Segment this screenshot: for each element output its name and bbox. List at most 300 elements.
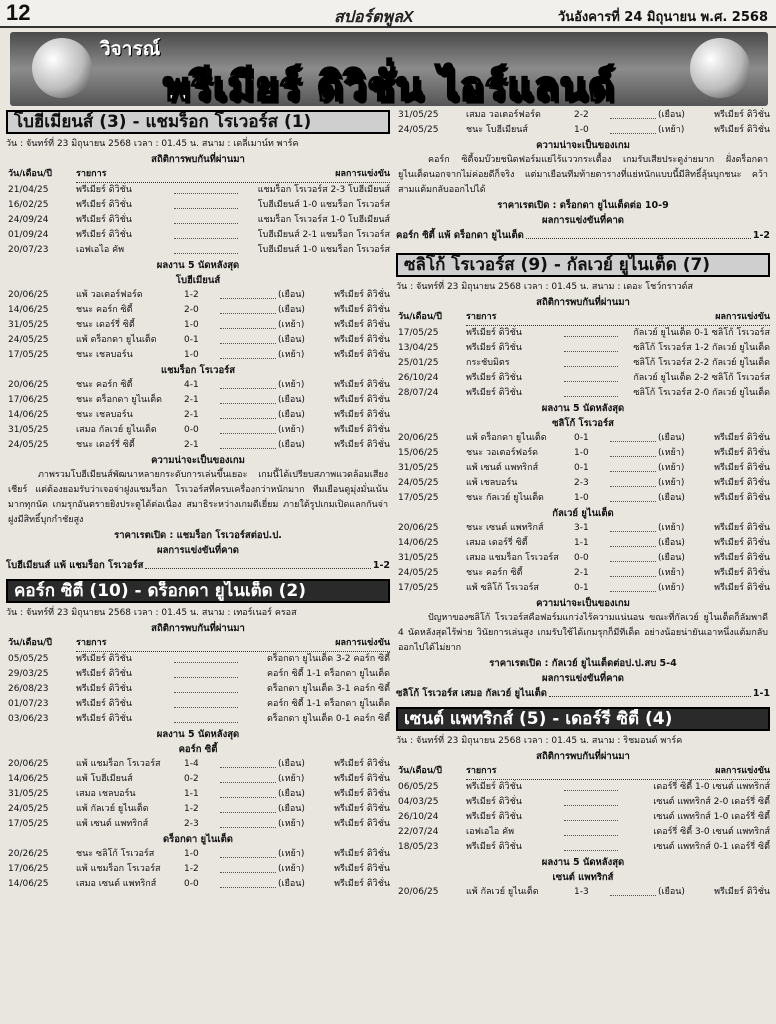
form-opponent: เสมอ เดอร์รี่ ซิตี้ xyxy=(466,538,528,548)
h2h-competition: พรีเมียร์ ดิวิชั่น xyxy=(76,200,132,210)
h2h-date: 06/05/25 xyxy=(398,782,439,792)
form-venue: (เยือน) xyxy=(278,395,305,405)
form-opponent: ชนะ เดอร์รี่ ซิตี้ xyxy=(76,440,135,450)
dot-leader xyxy=(220,348,276,359)
col-comp-text: รายการ xyxy=(76,638,107,648)
spacer xyxy=(396,243,770,251)
form-venue: (เหย้า) xyxy=(278,849,305,859)
form-opponent: เสมอ วอเตอร์ฟอร์ด xyxy=(466,110,541,120)
form-competition: พรีเมียร์ ดิวิชั่น xyxy=(714,478,770,488)
form-score: 1-4 xyxy=(184,759,199,769)
h2h-row xyxy=(396,326,770,341)
h2h-competition: พรีเมียร์ ดิวิชั่น xyxy=(466,842,522,852)
form-row xyxy=(396,476,770,491)
col-result-text: ผลการแข่งขัน xyxy=(335,638,390,648)
match-title: คอร์ก ซิตี้ (10) - ดร็อกดา ยูไนเต็ด (2) xyxy=(6,579,390,603)
h2h-competition: พรีเมียร์ ดิวิชั่น xyxy=(466,388,522,398)
col-comp-label xyxy=(76,636,390,652)
h2h-date: 28/07/24 xyxy=(398,388,439,398)
form-opponent: เสมอ แชมร็อก โรเวอร์ส xyxy=(466,553,559,563)
form-row xyxy=(396,566,770,581)
form-opponent: ชนะ คอร์ก ซิตี้ xyxy=(76,380,133,390)
dot-leader xyxy=(564,825,618,836)
form-venue: (เหย้า) xyxy=(278,380,305,390)
opening-price: ราคาเรตเปิด : ดร็อกดา ยูไนเต็ดต่อ 10-9 xyxy=(497,200,669,211)
spacer xyxy=(6,573,390,577)
match-title: ซลิโก้ โรเวอร์ส (9) - กัลเวย์ ยูไนเต็ด (7) xyxy=(396,253,770,277)
h2h-column-header xyxy=(396,310,770,326)
form-venue: (เยือน) xyxy=(278,879,305,889)
h2h-date: 01/09/24 xyxy=(8,230,49,240)
form-venue: (เหย้า) xyxy=(278,350,305,360)
form-row xyxy=(396,551,770,566)
form-score: 1-0 xyxy=(184,849,199,859)
h2h-row xyxy=(6,712,390,727)
form-score: 4-1 xyxy=(184,380,199,390)
form-competition: พรีเมียร์ ดิวิชั่น xyxy=(334,395,390,405)
match-info: วัน : จันทร์ที่ 23 มิถุนายน 2568 เวลา : 01.45 น. สนาม : ริชมอนด์ พาร์ค xyxy=(396,736,683,746)
form-opponent: ชนะ ซลิโก้ โรเวอร์ส xyxy=(76,849,155,859)
form-date: 24/05/25 xyxy=(8,804,49,814)
dot-leader xyxy=(564,341,618,352)
dot-leader xyxy=(220,757,276,768)
form-row xyxy=(396,536,770,551)
form-row xyxy=(396,581,770,596)
dot-leader xyxy=(220,408,276,419)
dot-leader xyxy=(610,885,656,896)
form-venue: (เหย้า) xyxy=(658,523,685,533)
dot-leader xyxy=(220,393,276,404)
prediction-heading: ผลการแข่งขันที่คาด xyxy=(157,545,239,556)
form-competition: พรีเมียร์ ดิวิชั่น xyxy=(334,774,390,784)
form-venue: (เหย้า) xyxy=(658,478,685,488)
form-date: 31/05/25 xyxy=(8,425,49,435)
prediction-row xyxy=(396,228,770,243)
form-date: 14/06/25 xyxy=(8,410,49,420)
h2h-competition: กระชับมิตร xyxy=(466,358,510,368)
form-opponent: เสมอ เชลบอร์น xyxy=(76,789,136,799)
dot-leader xyxy=(610,566,656,577)
form-venue: (เหย้า) xyxy=(278,819,305,829)
form-score: 1-0 xyxy=(184,350,199,360)
last5-heading: ผลงาน 5 นัดหลังสุด xyxy=(541,403,625,414)
form-opponent: ชนะ โบฮีเมียนส์ xyxy=(466,125,528,135)
dot-leader xyxy=(564,780,618,791)
form-score: 0-1 xyxy=(574,433,589,443)
form-date: 31/05/25 xyxy=(398,553,439,563)
dot-leader xyxy=(564,795,618,806)
prediction-score: 1-2 xyxy=(372,560,390,571)
form-score: 1-2 xyxy=(184,864,199,874)
dot-leader xyxy=(220,423,276,434)
form-opponent: ชนะ เชลบอร์น xyxy=(76,410,133,420)
form-row xyxy=(6,348,390,363)
h2h-row xyxy=(6,652,390,667)
form-score: 1-2 xyxy=(184,804,199,814)
h2h-date: 22/07/24 xyxy=(398,827,439,837)
form-score: 0-0 xyxy=(574,553,589,563)
form-opponent: แพ้ โบฮีเมียนส์ xyxy=(76,774,133,784)
form-competition: พรีเมียร์ ดิวิชั่น xyxy=(334,849,390,859)
h2h-competition: พรีเมียร์ ดิวิชั่น xyxy=(466,343,522,353)
dot-leader xyxy=(564,840,618,851)
h2h-row xyxy=(6,228,390,243)
dot-leader xyxy=(564,371,618,382)
form-score: 1-3 xyxy=(574,887,589,897)
opening-price: ราคาเรตเปิด : แชมร็อก โรเวอร์สต่อป.ป. xyxy=(114,530,282,541)
form-date: 17/06/25 xyxy=(8,395,49,405)
h2h-result: คอร์ก ซิตี้ 1-1 ดร็อกดา ยูไนเต็ด xyxy=(267,699,390,709)
form-competition: พรีเมียร์ ดิวิชั่น xyxy=(334,789,390,799)
dot-leader xyxy=(564,326,618,337)
form-venue: (เยือน) xyxy=(278,410,305,420)
h2h-column-header xyxy=(6,636,390,652)
form-score: 2-1 xyxy=(184,395,199,405)
form-competition: พรีเมียร์ ดิวิชั่น xyxy=(334,290,390,300)
analysis-heading: ความน่าจะเป็นของเกม xyxy=(536,598,630,609)
h2h-competition: เอฟเอไอ คัพ xyxy=(466,827,515,837)
form-venue: (เยือน) xyxy=(278,290,305,300)
h2h-result: ดร็อกดา ยูไนเต็ด 3-1 คอร์ก ซิตี้ xyxy=(267,684,390,694)
form-venue: (เหย้า) xyxy=(658,448,685,458)
form-venue: (เหย้า) xyxy=(278,864,305,874)
banner-subtitle: วิจารณ์ xyxy=(100,38,161,60)
form-date: 15/06/25 xyxy=(398,448,439,458)
h2h-result: เซนต์ แพทริกส์ 2-0 เดอร์รี่ ซิตี้ xyxy=(653,797,770,807)
analysis-text: ภาพรวมโบฮีเมียนส์พัฒนาหลายกระดับการเล่นขึ้นเยอะ เกมนี้ได้เปรียบสภาพแวดล้อมเสียงเชียร์ แต่ต้องยอมรับว่าเจอจ่าฝูงแชมร็อก โรเวอร์สที่ครบเครื่องกว่าหนักมาก ทีมเยือนดูมุ่งมั่นเน้นมากทุกนัด เกมรุกอันตรายยิงประตูได้ต่อเนื่อง สมาธิระหว่างเกมดีเยี่ยม ภายใต้รูปเกมเปิดแลกกันจ่าฝูงมีสิทธิ์บุกกำชัยสูง xyxy=(8,470,388,525)
page-number: 12 xyxy=(6,0,31,25)
col-date-label: วัน/เดือน/ปี xyxy=(8,638,52,648)
col-comp-label xyxy=(76,167,390,183)
form-opponent: แพ้ วอเตอร์ฟอร์ด xyxy=(76,290,143,300)
h2h-date: 13/04/25 xyxy=(398,343,439,353)
match-info: วัน : จันทร์ที่ 23 มิถุนายน 2568 เวลา : 01.45 น. สนาม : เดอะ โชว์กราวด์ส xyxy=(396,282,693,292)
form-date: 14/06/25 xyxy=(398,538,439,548)
form-opponent: แพ้ แชมร็อก โรเวอร์ส xyxy=(76,864,161,874)
dot-leader xyxy=(174,712,238,723)
form-score: 0-0 xyxy=(184,879,199,889)
form-opponent: ชนะ เชลบอร์น xyxy=(76,350,133,360)
h2h-date: 26/08/23 xyxy=(8,684,49,694)
form-row xyxy=(6,802,390,817)
h2h-competition: พรีเมียร์ ดิวิชั่น xyxy=(76,185,132,195)
dot-leader xyxy=(174,243,238,254)
form-venue: (เหย้า) xyxy=(658,463,685,473)
form-competition: พรีเมียร์ ดิวิชั่น xyxy=(334,380,390,390)
form-competition: พรีเมียร์ ดิวิชั่น xyxy=(714,125,770,135)
h2h-row xyxy=(6,682,390,697)
issue-date: วันอังคารที่ 24 มิถุนายน พ.ศ. 2568 xyxy=(557,10,768,25)
dot-leader xyxy=(220,303,276,314)
form-venue: (เยือน) xyxy=(658,553,685,563)
form-venue: (เยือน) xyxy=(658,433,685,443)
dot-leader xyxy=(610,551,656,562)
team-heading: กัลเวย์ ยูไนเต็ด xyxy=(552,508,614,519)
prediction-text: คอร์ก ซิตี้ แพ้ ดร็อกดา ยูไนเต็ด xyxy=(396,230,524,241)
h2h-result: โบฮีเมียนส์ 1-0 แชมร็อก โรเวอร์ส xyxy=(257,245,390,255)
h2h-competition: เอฟเอไอ คัพ xyxy=(76,245,125,255)
dot-leader xyxy=(174,667,238,678)
h2h-row xyxy=(6,697,390,712)
h2h-result: โบฮีเมียนส์ 1-0 แชมร็อก โรเวอร์ส xyxy=(257,200,390,210)
h2h-result: เซนต์ แพทริกส์ 0-1 เดอร์รี่ ซิตี้ xyxy=(653,842,770,852)
left-column xyxy=(6,108,390,892)
form-competition: พรีเมียร์ ดิวิชั่น xyxy=(334,410,390,420)
form-opponent: แพ้ ดร็อกดา ยูไนเต็ด xyxy=(76,335,157,345)
h2h-result: แชมร็อก โรเวอร์ส 2-3 โบฮีเมียนส์ xyxy=(257,185,390,195)
last5-heading: ผลงาน 5 นัดหลังสุด xyxy=(156,729,240,740)
dot-leader xyxy=(220,787,276,798)
analysis-heading: ความน่าจะเป็นของเกม xyxy=(151,455,245,466)
form-row xyxy=(6,303,390,318)
form-competition: พรีเมียร์ ดิวิชั่น xyxy=(714,448,770,458)
team-heading: โบฮีเมียนส์ xyxy=(175,275,221,286)
h2h-result: เดอร์รี่ ซิตี้ 3-0 เซนต์ แพทริกส์ xyxy=(653,827,770,837)
form-competition: พรีเมียร์ ดิวิชั่น xyxy=(714,568,770,578)
form-date: 14/06/25 xyxy=(8,879,49,889)
form-opponent: แพ้ เซนต์ แพทริกส์ xyxy=(466,463,539,473)
form-opponent: ชนะ กัลเวย์ ยูไนเต็ด xyxy=(466,493,544,503)
page-header xyxy=(0,0,776,28)
h2h-row xyxy=(396,386,770,401)
dot-leader xyxy=(174,183,238,194)
h2h-competition: พรีเมียร์ ดิวิชั่น xyxy=(76,714,132,724)
dot-leader xyxy=(174,198,238,209)
form-competition: พรีเมียร์ ดิวิชั่น xyxy=(334,759,390,769)
form-venue: (เหย้า) xyxy=(658,568,685,578)
dot-leader xyxy=(220,877,276,888)
form-opponent: ชนะ เซนต์ แพทริกส์ xyxy=(466,523,544,533)
form-score: 3-1 xyxy=(574,523,589,533)
h2h-row xyxy=(6,183,390,198)
form-competition: พรีเมียร์ ดิวิชั่น xyxy=(334,335,390,345)
dot-leader xyxy=(220,288,276,299)
h2h-result: คอร์ก ซิตี้ 1-1 ดร็อกดา ยูไนเต็ด xyxy=(267,669,390,679)
publication-logo: สปอร์ตพูลX xyxy=(334,9,414,26)
form-competition: พรีเมียร์ ดิวิชั่น xyxy=(714,110,770,120)
form-venue: (เยือน) xyxy=(278,440,305,450)
dot-leader xyxy=(220,817,276,828)
dot-leader xyxy=(564,810,618,821)
dot-leader xyxy=(174,228,238,239)
col-comp-label xyxy=(466,310,770,326)
form-competition: พรีเมียร์ ดิวิชั่น xyxy=(714,553,770,563)
dot-leader xyxy=(220,862,276,873)
h2h-date: 18/05/23 xyxy=(398,842,439,852)
h2h-row xyxy=(6,198,390,213)
form-opponent: แพ้ เชลบอร์น xyxy=(466,478,518,488)
h2h-competition: พรีเมียร์ ดิวิชั่น xyxy=(466,373,522,383)
h2h-competition: พรีเมียร์ ดิวิชั่น xyxy=(76,215,132,225)
form-row xyxy=(396,491,770,506)
dot-leader xyxy=(220,378,276,389)
h2h-competition: พรีเมียร์ ดิวิชั่น xyxy=(466,812,522,822)
dot-leader xyxy=(610,461,656,472)
form-date: 24/05/25 xyxy=(8,440,49,450)
form-venue: (เยือน) xyxy=(278,759,305,769)
h2h-result: ซลิโก้ โรเวอร์ส 2-2 กัลเวย์ ยูไนเต็ด xyxy=(633,358,770,368)
form-opponent: แพ้ กัลเวย์ ยูไนเต็ด xyxy=(76,804,149,814)
h2h-competition: พรีเมียร์ ดิวิชั่น xyxy=(76,669,132,679)
h2h-row xyxy=(396,795,770,810)
form-row xyxy=(396,431,770,446)
h2h-column-header xyxy=(6,167,390,183)
h2h-competition: พรีเมียร์ ดิวิชั่น xyxy=(466,328,522,338)
form-competition: พรีเมียร์ ดิวิชั่น xyxy=(334,320,390,330)
h2h-date: 26/10/24 xyxy=(398,812,439,822)
h2h-result: ดร็อกดา ยูไนเต็ด 0-1 คอร์ก ซิตี้ xyxy=(267,714,390,724)
form-date: 24/05/25 xyxy=(8,335,49,345)
match-title: เซนต์ แพทริกส์ (5) - เดอร์รี่ ซิตี้ (4) xyxy=(396,707,770,731)
dot-leader xyxy=(220,333,276,344)
form-competition: พรีเมียร์ ดิวิชั่น xyxy=(714,433,770,443)
form-venue: (เยือน) xyxy=(658,493,685,503)
prediction-score: 1-2 xyxy=(752,230,770,241)
form-date: 31/05/25 xyxy=(398,110,439,120)
team-heading: เซนต์ แพทริกส์ xyxy=(552,872,614,883)
form-row xyxy=(396,885,770,900)
form-date: 17/05/25 xyxy=(398,583,439,593)
h2h-row xyxy=(396,371,770,386)
analysis-heading: ความน่าจะเป็นของเกม xyxy=(536,140,630,151)
prediction-text: โบฮีเมียนส์ แพ้ แชมร็อก โรเวอร์ส xyxy=(6,560,144,571)
form-opponent: เสมอ เซนต์ แพทริกส์ xyxy=(76,879,157,889)
form-row xyxy=(6,757,390,772)
form-score: 1-0 xyxy=(574,493,589,503)
match-title: โบฮีเมียนส์ (3) - แชมร็อก โรเวอร์ส (1) xyxy=(6,110,390,134)
h2h-date: 05/05/25 xyxy=(8,654,49,664)
form-date: 17/05/25 xyxy=(8,819,49,829)
h2h-date: 24/09/24 xyxy=(8,215,49,225)
col-comp-text: รายการ xyxy=(76,169,107,179)
h2h-result: เดอร์รี่ ซิตี้ 1-0 เซนต์ แพทริกส์ xyxy=(653,782,770,792)
h2h-result: ซลิโก้ โรเวอร์ส 1-2 กัลเวย์ ยูไนเต็ด xyxy=(633,343,770,353)
h2h-competition: พรีเมียร์ ดิวิชั่น xyxy=(76,699,132,709)
form-venue: (เหย้า) xyxy=(658,583,685,593)
form-row xyxy=(6,333,390,348)
form-score: 1-2 xyxy=(184,290,199,300)
form-date: 17/05/25 xyxy=(8,350,49,360)
form-date: 14/06/25 xyxy=(8,305,49,315)
form-date: 31/05/25 xyxy=(398,463,439,473)
dot-leader xyxy=(610,431,656,442)
h2h-result: กัลเวย์ ยูไนเต็ด 2-2 ซลิโก้ โรเวอร์ส xyxy=(633,373,770,383)
form-competition: พรีเมียร์ ดิวิชั่น xyxy=(714,493,770,503)
form-date: 17/05/25 xyxy=(398,493,439,503)
h2h-date: 21/04/25 xyxy=(8,185,49,195)
form-date: 14/06/25 xyxy=(8,774,49,784)
h2h-result: โบฮีเมียนส์ 2-1 แชมร็อก โรเวอร์ส xyxy=(257,230,390,240)
dot-leader xyxy=(549,686,751,697)
dot-leader xyxy=(564,356,618,367)
form-row xyxy=(396,446,770,461)
col-comp-text: รายการ xyxy=(466,312,497,322)
col-comp-label xyxy=(466,764,770,780)
form-score: 2-1 xyxy=(184,410,199,420)
h2h-date: 04/03/25 xyxy=(398,797,439,807)
dot-leader xyxy=(220,318,276,329)
form-score: 0-2 xyxy=(184,774,199,784)
form-competition: พรีเมียร์ ดิวิชั่น xyxy=(714,583,770,593)
form-competition: พรีเมียร์ ดิวิชั่น xyxy=(334,305,390,315)
form-date: 20/06/25 xyxy=(8,290,49,300)
dot-leader xyxy=(145,558,370,569)
dot-leader xyxy=(174,697,238,708)
form-row xyxy=(6,288,390,303)
prediction-row xyxy=(6,558,390,573)
match-info: วัน : จันทร์ที่ 23 มิถุนายน 2568 เวลา : 01.45 น. สนาม : เดลี่เมาน์ท พาร์ค xyxy=(6,139,299,149)
form-score: 2-1 xyxy=(574,568,589,578)
form-competition: พรีเมียร์ ดิวิชั่น xyxy=(334,804,390,814)
form-venue: (เยือน) xyxy=(658,110,685,120)
form-competition: พรีเมียร์ ดิวิชั่น xyxy=(334,864,390,874)
prediction-text: ซลิโก้ โรเวอร์ส เสมอ กัลเวย์ ยูไนเต็ด xyxy=(396,688,547,699)
form-venue: (เหย้า) xyxy=(278,774,305,784)
h2h-date: 26/10/24 xyxy=(398,373,439,383)
form-row xyxy=(6,787,390,802)
form-date: 20/06/25 xyxy=(398,433,439,443)
form-competition: พรีเมียร์ ดิวิชั่น xyxy=(334,879,390,889)
opening-price: ราคาเรตเปิด : กัลเวย์ ยูไนเต็ดต่อป.ป.สบ 5-4 xyxy=(489,658,677,669)
h2h-row xyxy=(396,840,770,855)
form-score: 1-1 xyxy=(184,789,199,799)
form-row xyxy=(6,423,390,438)
form-row xyxy=(6,862,390,877)
h2h-row xyxy=(396,825,770,840)
dot-leader xyxy=(220,438,276,449)
form-score: 2-3 xyxy=(574,478,589,488)
h2h-competition: พรีเมียร์ ดิวิชั่น xyxy=(76,230,132,240)
form-date: 20/06/25 xyxy=(8,380,49,390)
dot-leader xyxy=(174,213,238,224)
section-banner xyxy=(10,32,768,106)
h2h-result: แชมร็อก โรเวอร์ส 1-0 โบฮีเมียนส์ xyxy=(257,215,390,225)
h2h-competition: พรีเมียร์ ดิวิชั่น xyxy=(466,797,522,807)
h2h-row xyxy=(396,341,770,356)
h2h-competition: พรีเมียร์ ดิวิชั่น xyxy=(466,782,522,792)
h2h-date: 20/07/23 xyxy=(8,245,49,255)
right-column xyxy=(396,108,770,900)
form-date: 17/06/25 xyxy=(8,864,49,874)
h2h-competition: พรีเมียร์ ดิวิชั่น xyxy=(76,684,132,694)
dot-leader xyxy=(220,847,276,858)
last5-heading: ผลงาน 5 นัดหลังสุด xyxy=(541,857,625,868)
dot-leader xyxy=(610,491,656,502)
dot-leader xyxy=(174,682,238,693)
h2h-column-header xyxy=(396,764,770,780)
prediction-heading: ผลการแข่งขันที่คาด xyxy=(542,215,624,226)
form-score: 2-1 xyxy=(184,440,199,450)
analysis-text: ปัญหาของซลิโก้ โรเวอร์สคือฟอร์มแกว่งไร้ความแน่นอน ขณะที่กัลเวย์ ยูไนเต็ดก็ลัมพาดี 4 นัดหลังสุดไร้พ่าย วินัยการเล่นสูง เกมรับใช้ได้เกมรุกก็มีทีเด็ด อย่างน้อยน่ายันเอาหนึ่งแต้มกลับออกไปได้ไม่ยาก xyxy=(398,613,768,653)
h2h-row xyxy=(6,243,390,258)
dot-leader xyxy=(610,108,656,119)
form-competition: พรีเมียร์ ดิวิชั่น xyxy=(714,463,770,473)
form-venue: (เยือน) xyxy=(278,789,305,799)
h2h-heading: สถิติการพบกันที่ผ่านมา xyxy=(151,154,245,165)
form-competition: พรีเมียร์ ดิวิชั่น xyxy=(714,887,770,897)
h2h-date: 25/01/25 xyxy=(398,358,439,368)
form-row xyxy=(6,847,390,862)
col-date-label: วัน/เดือน/ปี xyxy=(8,169,52,179)
dot-leader xyxy=(610,446,656,457)
h2h-heading: สถิติการพบกันที่ผ่านมา xyxy=(536,751,630,762)
h2h-row xyxy=(396,810,770,825)
form-opponent: ชนะ วอเตอร์ฟอร์ด xyxy=(466,448,539,458)
dot-leader xyxy=(610,476,656,487)
form-competition: พรีเมียร์ ดิวิชั่น xyxy=(334,425,390,435)
banner-title: พรีเมียร์ ดิวิชั่น ไอร์แลนด์ xyxy=(163,64,615,106)
form-opponent: แพ้ แชมร็อก โรเวอร์ส xyxy=(76,759,161,769)
